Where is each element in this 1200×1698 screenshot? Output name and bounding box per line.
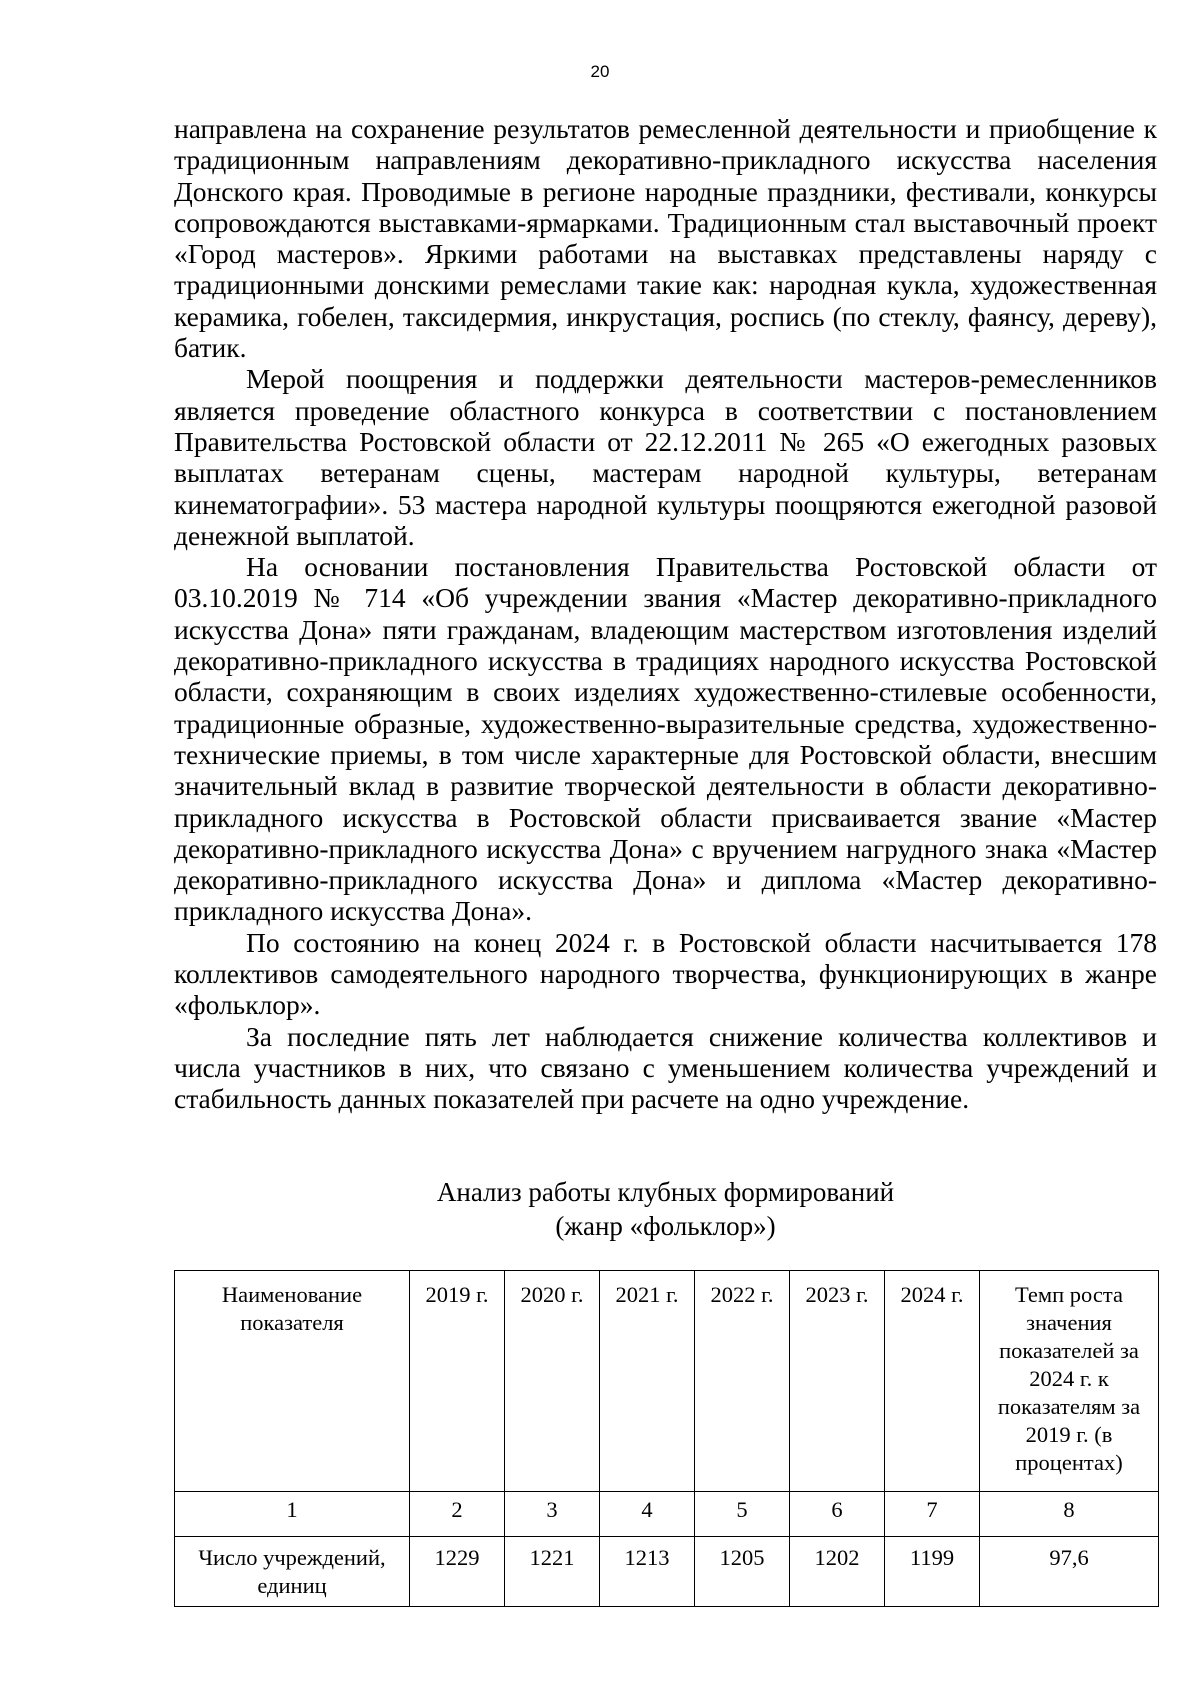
header-cell-2023: 2023 г. [790, 1271, 885, 1492]
table-subtitle-line: (жанр «фольклор») [555, 1211, 776, 1241]
table-cell: 1202 [790, 1537, 885, 1607]
paragraph: По состоянию на конец 2024 г. в Ростовской области насчитывается 178 коллективов самодеятельного народного творчества, функционирующих в жанре «фольклор». [174, 926, 1157, 1021]
column-number-row [175, 1492, 1159, 1537]
header-cell-2022: 2022 г. [695, 1271, 790, 1492]
column-number: 8 [980, 1492, 1159, 1537]
page-number: 20 [590, 62, 610, 81]
document-body [174, 113, 1157, 1115]
column-number: 3 [505, 1492, 600, 1537]
table-cell: 97,6 [980, 1537, 1159, 1607]
table-cell: 1221 [505, 1537, 600, 1607]
paragraph: На основании постановления Правительства Ростовской области от 03.10.2019 № 714 «Об учреждении звания «Мастер декоративно-прикладного искусства Дона» пяти гражданам, владеющим мастерством изготовления изделий декоративно-прикладного искусства в традициях народного искусства Ростовской области, сохраняющим в своих изделиях художественно-стилевые особенности, традиционные образные, художественно-выразительные средства, художественно-технические приемы, в том числе характерные для Ростовской области, внесшим значительный вклад в развитие творческой деятельности в области декоративно-прикладного искусства в Ростовской области присваивается звание «Мастер декоративно-прикладного искусства Дона» с вручением нагрудного знака «Мастер декоративно-прикладного искусства Дона» и диплома «Мастер декоративно-прикладного искусства Дона». [174, 551, 1157, 927]
row-label: Число учреждений, единиц [175, 1537, 410, 1607]
header-cell-2024: 2024 г. [885, 1271, 980, 1492]
table-header-row [175, 1271, 1159, 1492]
paragraph: За последние пять лет наблюдается снижение количества коллективов и числа участников в них, что связано с уменьшением количества учреждений и стабильность данных показателей при расчете на одно учреждение. [174, 1020, 1157, 1115]
table-cell: 1199 [885, 1537, 980, 1607]
paragraph: Мерой поощрения и поддержки деятельности мастеров-ремесленников является проведение областного конкурса в соответствии с постановлением Правительства Ростовской области от 22.12.2011 № 265 «О ежегодных разовых выплатах ветеранам сцены, мастерам народной культуры, ветеранам кинематографии». 53 мастера народной культуры поощряются ежегодной разовой денежной выплатой. [174, 363, 1157, 551]
column-number: 7 [885, 1492, 980, 1537]
table-title-line: Анализ работы клубных формирований [436, 1177, 895, 1207]
header-cell-indicator: Наименование показателя [175, 1271, 410, 1492]
table-cell: 1229 [410, 1537, 505, 1607]
table-cell: 1213 [600, 1537, 695, 1607]
header-cell-2021: 2021 г. [600, 1271, 695, 1492]
table-cell: 1205 [695, 1537, 790, 1607]
analysis-table [174, 1270, 1159, 1607]
table-title [174, 1175, 1157, 1243]
column-number: 2 [410, 1492, 505, 1537]
column-number: 4 [600, 1492, 695, 1537]
table-row [175, 1537, 1159, 1607]
paragraph: направлена на сохранение результатов ремесленной деятельности и приобщение к традиционным направлениям декоративно-прикладного искусства населения Донского края. Проводимые в регионе народные праздники, фестивали, конкурсы сопровождаются выставками-ярмарками. Традиционным стал выставочный проект «Город мастеров». Яркими работами на выставках представлены наряду с традиционными донскими ремеслами такие как: народная кукла, художественная керамика, гобелен, таксидермия, инкрустация, роспись (по стеклу, фаянсу, дереву), батик. [174, 113, 1157, 364]
column-number: 5 [695, 1492, 790, 1537]
header-cell-2020: 2020 г. [505, 1271, 600, 1492]
header-cell-2019: 2019 г. [410, 1271, 505, 1492]
column-number: 1 [175, 1492, 410, 1537]
header-cell-growth-rate: Темп роста значения показателей за 2024 г. к показателям за 2019 г. (в процентах) [980, 1271, 1159, 1492]
column-number: 6 [790, 1492, 885, 1537]
